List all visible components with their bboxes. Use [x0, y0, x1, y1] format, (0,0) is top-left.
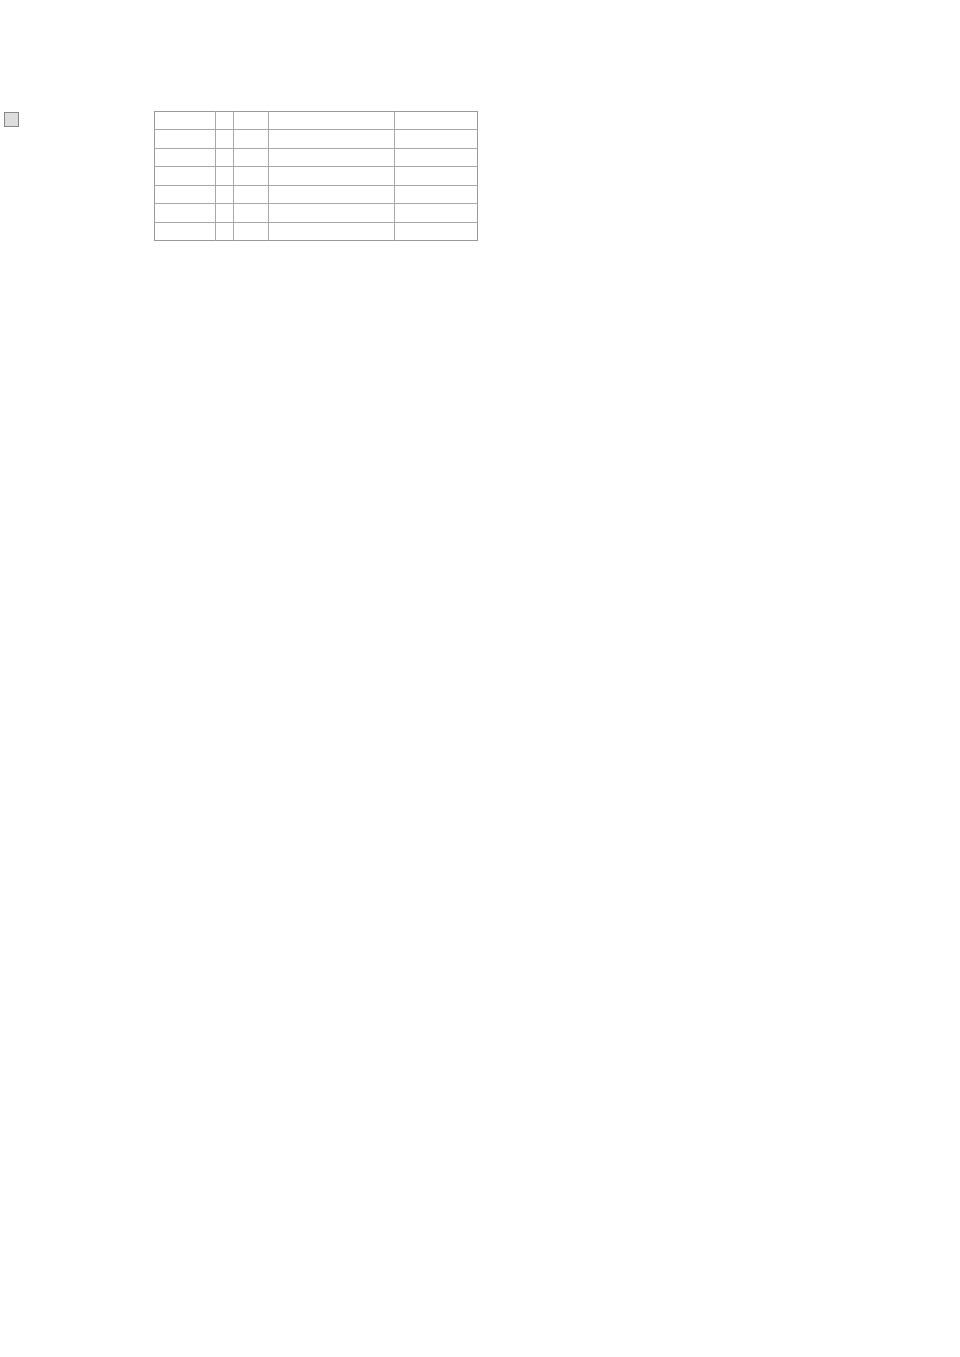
trubka-unit	[240, 112, 260, 130]
trubka-package-qty	[400, 112, 474, 130]
trubka-dimension	[172, 205, 232, 223]
trubka-unit	[240, 131, 260, 149]
trubka-price	[320, 224, 392, 242]
trubka-unit	[240, 224, 260, 242]
trubka-price	[320, 149, 392, 167]
trubka-dimension	[172, 224, 232, 242]
trubka-price	[320, 112, 392, 130]
trubka-dimension	[172, 131, 232, 149]
trubka-price	[320, 205, 392, 223]
trubka-unit	[240, 205, 260, 223]
trubka-checkbox-icon[interactable]	[4, 112, 19, 127]
trubka-unit	[240, 149, 260, 167]
trubka-package-qty	[400, 205, 474, 223]
trubka-dimension	[172, 186, 232, 204]
trubka-dimension	[172, 149, 232, 167]
trubka-package-qty	[400, 168, 474, 186]
trubka-dimension	[172, 112, 232, 130]
trubka-dimension	[172, 168, 232, 186]
trubka-price	[320, 168, 392, 186]
trubka-price	[320, 131, 392, 149]
trubka-unit	[240, 186, 260, 204]
trubka-package-qty	[400, 186, 474, 204]
trubka-package-qty	[400, 224, 474, 242]
trubka-price	[320, 186, 392, 204]
trubka-package-qty	[400, 131, 474, 149]
trubka-unit	[240, 168, 260, 186]
trubka-package-qty	[400, 149, 474, 167]
